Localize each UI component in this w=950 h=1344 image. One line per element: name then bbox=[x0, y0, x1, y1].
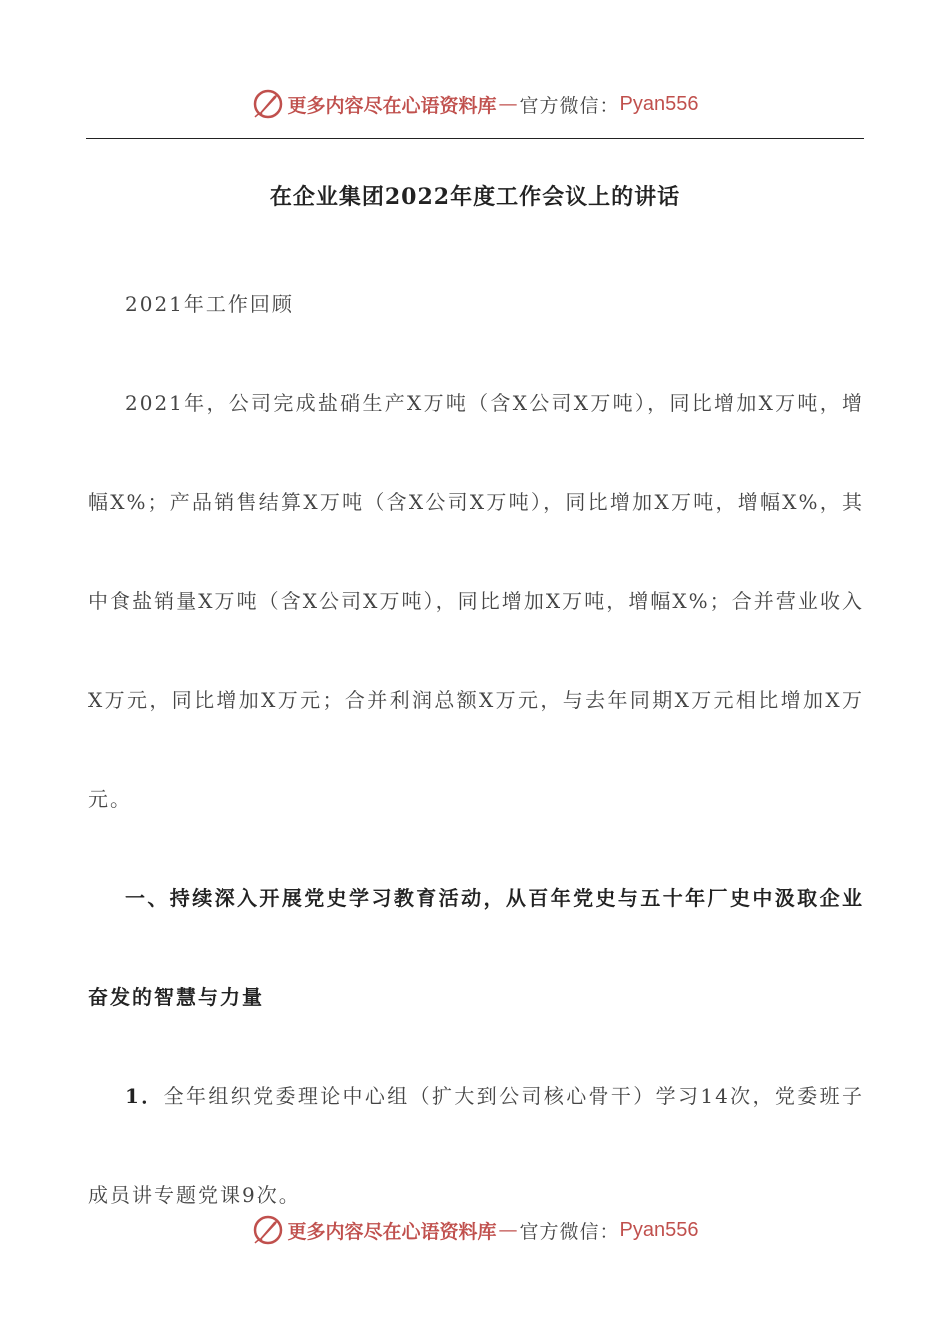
item-text: 全年组织党委理论中心组（扩大到公司核心骨干）学习14次，党委班子成员讲专题党课9次。 bbox=[88, 1084, 865, 1207]
item-number: 1． bbox=[125, 1084, 164, 1108]
heading-party-history: 一、持续深入开展党史学习教育活动，从百年党史与五十年厂史中汲取企业奋发的智慧与力量 bbox=[88, 886, 864, 1009]
quill-logo-icon bbox=[252, 1214, 284, 1246]
quill-logo-icon bbox=[252, 88, 284, 120]
header-divider bbox=[86, 138, 864, 139]
banner-handle: Pyan556 bbox=[619, 92, 699, 115]
section-heading: 2021年工作回顾 bbox=[125, 292, 294, 316]
paragraph-review: 2021年，公司完成盐硝生产X万吨（含X公司X万吨），同比增加X万吨，增幅X%；产品销售结算X万吨（含X公司X万吨），同比增加X万吨，增幅X%，其中食盐销量X万吨（含X公司X万吨），同比增加X万吨，增幅X%；合并营业收入X万元，同比增加X万元；合并利润总额X万元，与去年同期X万元相比增加X万元。 bbox=[88, 391, 864, 811]
banner-wechat-label: 官方微信： bbox=[519, 94, 620, 117]
footer-banner bbox=[0, 1210, 950, 1250]
document-title: 在企业集团2022年度工作会议上的讲话 bbox=[269, 184, 681, 210]
header-banner bbox=[0, 84, 950, 124]
banner-handle: Pyan556 bbox=[619, 1218, 699, 1241]
banner-dash: — bbox=[498, 1219, 518, 1241]
document-body bbox=[88, 255, 864, 1245]
banner-wechat-label: 官方微信： bbox=[519, 1220, 620, 1243]
banner-brand: 更多内容尽在心语资料库 bbox=[287, 1220, 497, 1243]
banner-dash: — bbox=[498, 93, 518, 115]
banner-brand: 更多内容尽在心语资料库 bbox=[287, 94, 497, 117]
